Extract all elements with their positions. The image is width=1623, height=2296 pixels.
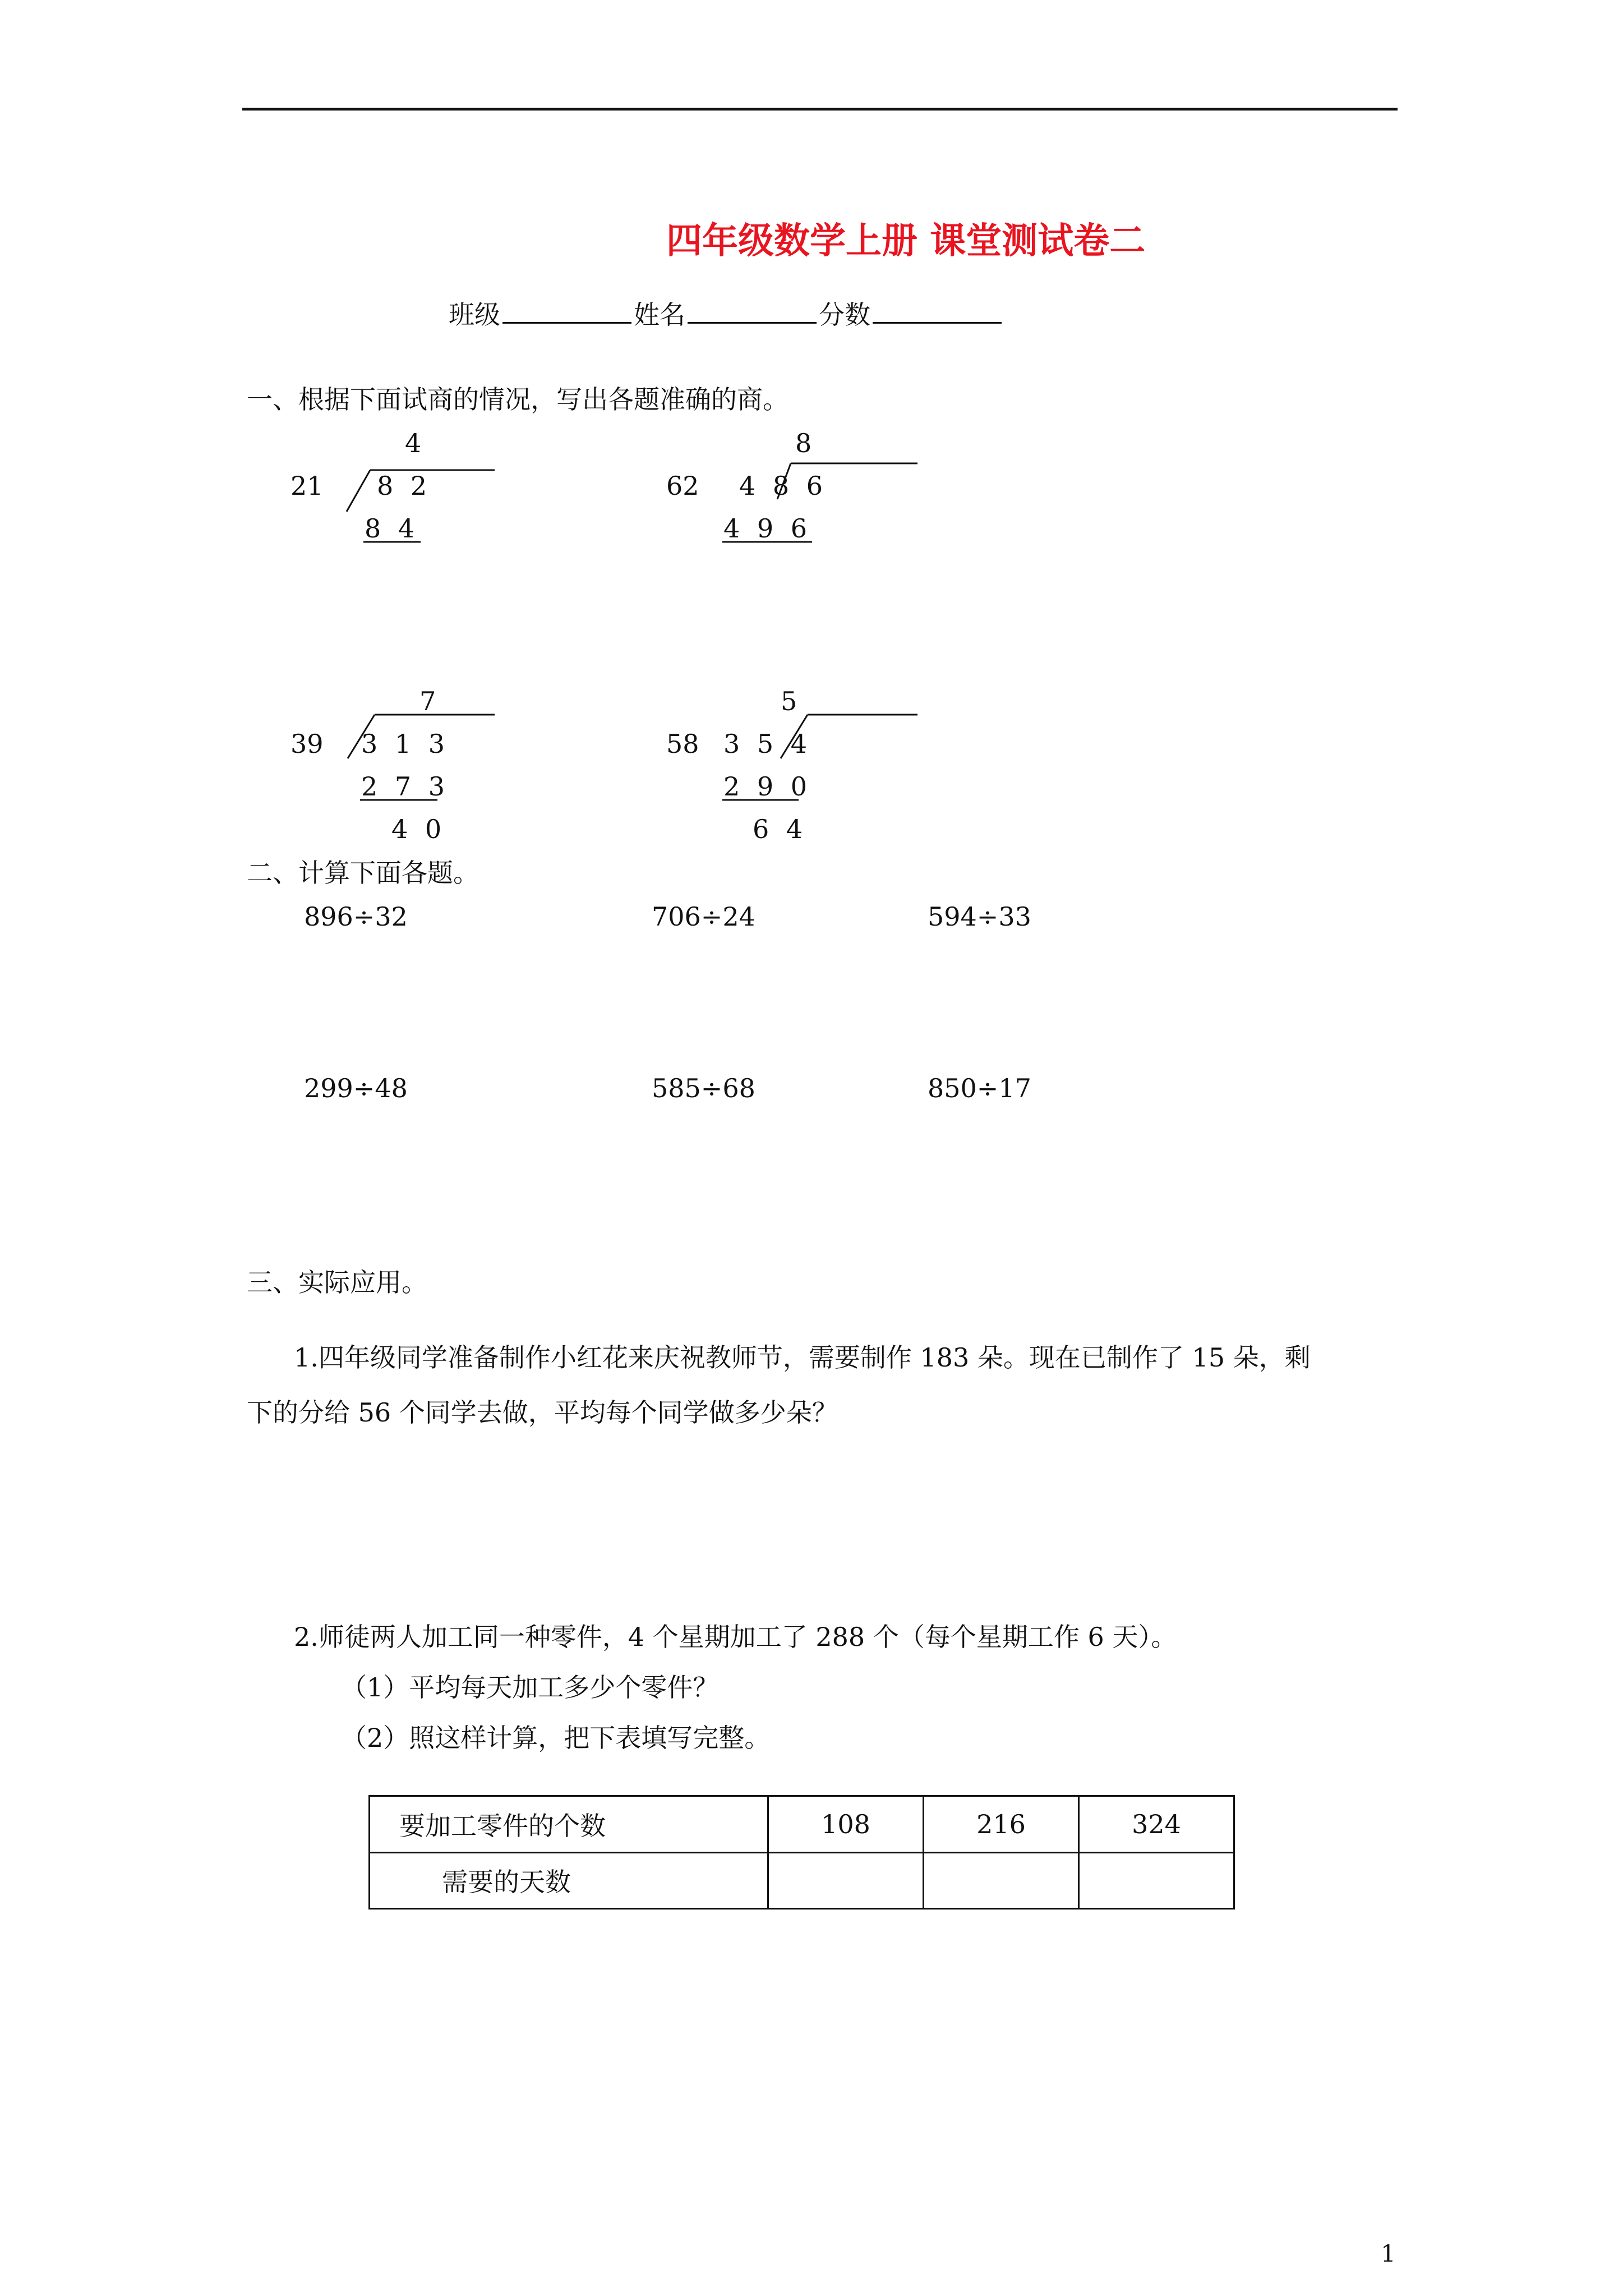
p2-quotient: 8 [795,428,817,458]
p3-dividend: 3 1 3 [361,729,450,759]
p4-divisor: 58 [666,729,699,759]
name-label: 姓名 [634,300,685,330]
section1-heading: 一、根据下面试商的情况，写出各题准确的商。 [247,384,789,415]
calc-problem: 594÷33 [928,901,1031,932]
table-row [370,1852,1234,1909]
row1-label: 要加工零件的个数 [370,1796,768,1853]
p2-product: 4 9 6 [723,513,812,544]
table-cell: 216 [924,1796,1079,1853]
section2-heading: 二、计算下面各题。 [247,858,479,888]
p4-quotient: 5 [781,686,802,716]
p1-divisor: 21 [291,471,324,501]
p3-quotient: 7 [419,686,441,716]
answer-cell[interactable] [768,1852,924,1909]
q1-text-line1: 1.四年级同学准备制作小红花来庆祝教师节，需要制作 183 朵。现在已制作了 15 朵，剩 [294,1342,1311,1373]
answer-table [368,1795,1235,1910]
table-cell: 324 [1079,1796,1234,1853]
p3-remainder: 4 0 [391,814,446,844]
p4-product: 2 9 0 [723,771,812,802]
p2-dividend: 4 8 6 [739,471,828,501]
p1-quotient: 4 [405,428,426,458]
answer-cell[interactable] [924,1852,1079,1909]
q1-text-line2: 下的分给 56 个同学去做，平均每个同学做多少朵？ [247,1397,838,1428]
p1-dividend: 8 2 [377,471,432,501]
p1-bracket [347,470,370,512]
p4-remainder: 6 4 [753,814,808,844]
score-blank[interactable] [873,296,1002,324]
table-cell: 108 [768,1796,924,1853]
calc-problem: 706÷24 [652,901,755,932]
class-label: 班级 [449,300,500,330]
table-row [370,1796,1234,1853]
class-blank[interactable] [502,296,631,324]
q2-sub2: （2）照这样计算，把下表填写完整。 [341,1723,771,1753]
score-label: 分数 [819,300,870,330]
student-info-line [449,296,1004,330]
calc-problem: 585÷68 [652,1073,755,1103]
q2-sub1: （1）平均每天加工多少个零件？ [341,1672,719,1703]
calc-problem: 896÷32 [304,901,408,932]
page-title: 四年级数学上册 课堂测试卷二 [666,220,1146,262]
header-rule [242,108,1398,111]
p3-product: 2 7 3 [361,771,450,802]
calc-problem: 850÷17 [928,1073,1031,1103]
p3-divisor: 39 [291,729,324,759]
q2-text: 2.师徒两人加工同一种零件，4 个星期加工了 288 个（每个星期工作 6 天）。 [294,1622,1177,1652]
section3-heading: 三、实际应用。 [247,1267,427,1297]
row2-label: 需要的天数 [370,1852,768,1909]
p1-product: 8 4 [365,513,419,544]
p4-dividend: 3 5 4 [723,729,812,759]
calc-problem: 299÷48 [304,1073,408,1103]
name-blank[interactable] [688,296,817,324]
answer-cell[interactable] [1079,1852,1234,1909]
page-number: 1 [1381,2240,1396,2267]
p2-divisor: 62 [666,471,699,501]
